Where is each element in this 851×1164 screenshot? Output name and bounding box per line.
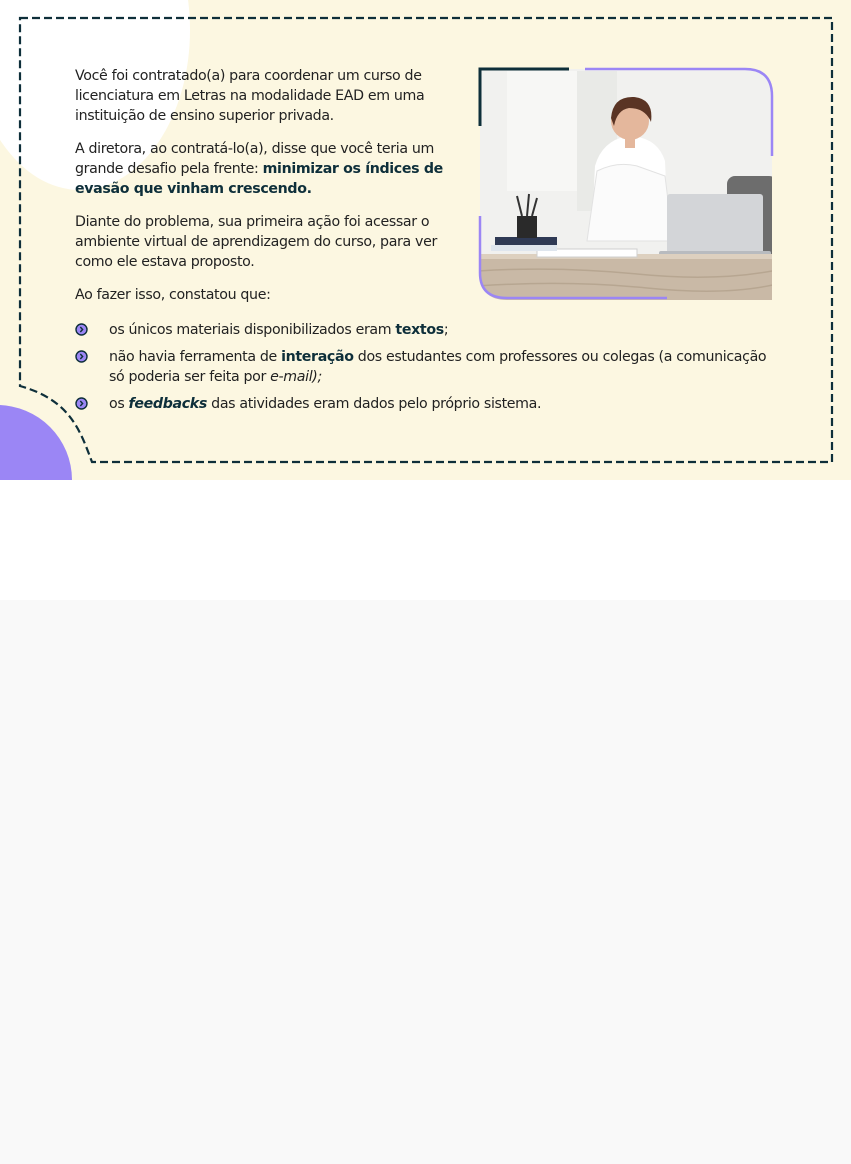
- chevron-circle-icon: [75, 323, 88, 336]
- paragraph-finding: Ao fazer isso, constatou que:: [75, 287, 271, 303]
- case-text: [75, 66, 455, 318]
- item-highlight: interação: [281, 349, 354, 365]
- item-highlight: textos: [395, 322, 444, 338]
- paragraph-action: Diante do problema, sua primeira ação foi acessar o ambiente virtual de aprendizagem do curso, para ver como ele estava proposto.: [75, 214, 437, 270]
- item-email: e-mail);: [270, 369, 322, 385]
- challenge-highlight: minimizar os índices de evasão que vinham crescendo.: [75, 161, 443, 197]
- findings-list: [74, 320, 784, 421]
- item-text: os: [109, 396, 129, 412]
- item-text-end: ;: [443, 322, 449, 338]
- item-highlight: feedbacks: [128, 396, 207, 412]
- item-text-end: dos estudantes com professores ou colegas (a comunicação só poderia ser feita por: [109, 349, 767, 385]
- list-item: [74, 394, 784, 414]
- item-text-end: das atividades eram dados pelo próprio sistema.: [207, 396, 542, 412]
- challenge-text: A diretora, ao contratá-lo(a), disse que você teria um grande desafio pela frente:: [75, 141, 434, 177]
- paragraph-intro: Você foi contratado(a) para coordenar um curso de licenciatura em Letras na modalidade EAD em uma instituição de ensino superior privada.: [75, 68, 425, 124]
- item-text: os únicos materiais disponibilizados eram: [109, 322, 396, 338]
- list-item: [74, 320, 784, 340]
- paragraph-challenge: [75, 139, 455, 199]
- case-card: [0, 0, 851, 480]
- list-item: [74, 347, 784, 387]
- chevron-circle-icon: [75, 350, 88, 363]
- chevron-circle-icon: [75, 397, 88, 410]
- page-background: [0, 600, 851, 1164]
- woman-at-desk-photo: [477, 66, 777, 302]
- item-text: não havia ferramenta de: [109, 349, 282, 365]
